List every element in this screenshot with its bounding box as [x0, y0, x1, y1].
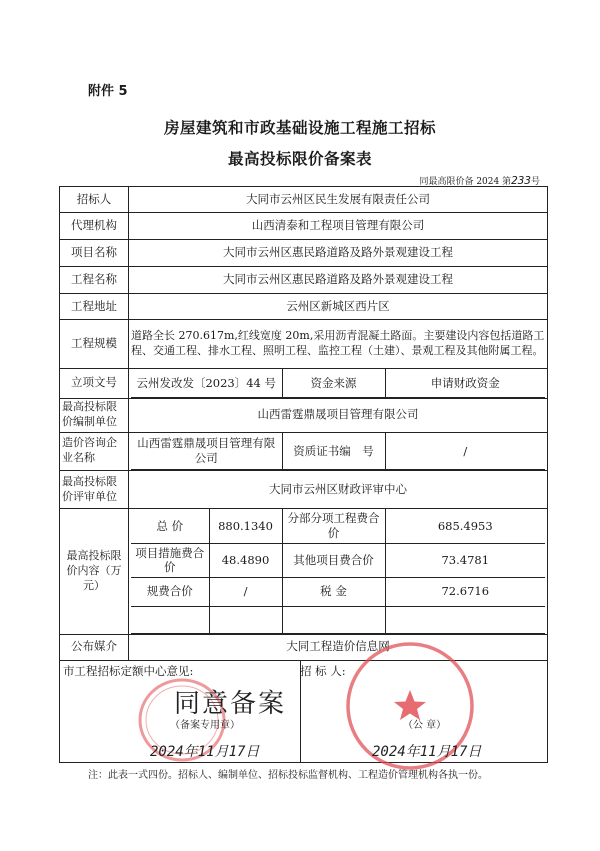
scale-value: 道路全长 270.617m,红线宽度 20m,采用沥青混凝土路面。主要建设内容包括道路工程、交通工程、排水工程、照明工程、监控工程（土建）、景观工程及其他附属工程。	[129, 320, 548, 369]
compiler-value: 山西雷霆鼎晟项目管理有限公司	[129, 398, 548, 432]
footnote: 注：此表一式四份。招标人、编制单位、招标投标监督机构、工程造价管理机构各执一份。	[88, 770, 488, 781]
approval-label: 市工程招标定额中心意见:	[63, 664, 194, 678]
empty-cell-4	[385, 606, 545, 633]
empty-cell-3	[282, 606, 385, 633]
tenderer-sign-label: 招 标 人:	[300, 664, 346, 678]
project-label: 项目名称	[60, 240, 129, 267]
approval-label: 立项文号	[60, 369, 129, 399]
attachment-label: 附件 5	[88, 84, 128, 99]
content-grid	[129, 509, 548, 635]
work-value: 大同市云州区惠民路道路及路外景观建设工程	[129, 267, 548, 294]
agency-label: 代理机构	[60, 213, 129, 240]
tenderer-stamp-note: （公 章）	[403, 720, 447, 731]
cert-value: /	[385, 433, 545, 470]
fee-label: 规费合价	[131, 577, 209, 606]
consult-row	[129, 432, 548, 471]
record-prefix: 同最高限价备 2024 第	[419, 177, 512, 187]
approval-handwriting: 同意备案	[174, 689, 287, 719]
total-value: 880.1340	[209, 509, 282, 543]
media-label: 公布媒介	[60, 634, 129, 660]
approval-stamp-note: （备案专用章）	[170, 720, 240, 731]
address-label: 工程地址	[60, 294, 129, 320]
consult-label: 造价咨询企业名称	[60, 432, 129, 471]
measure-value: 48.4890	[209, 543, 282, 577]
content-label: 最高投标限价内容（万元）	[60, 509, 129, 635]
project-value: 大同市云州区惠民路道路及路外景观建设工程	[129, 240, 548, 267]
title-line-2: 最高投标限价备案表	[227, 149, 372, 168]
reviewer-label: 最高投标限价评审单位	[60, 471, 129, 509]
empty-cell-1	[131, 606, 209, 633]
title-line-1: 房屋建筑和市政基础设施工程施工招标	[163, 118, 436, 137]
address-value: 云州区新城区西片区	[129, 294, 548, 320]
scale-label: 工程规模	[60, 320, 129, 369]
empty-cell-2	[209, 606, 282, 633]
approval-value: 云州发改发〔2023〕44 号	[131, 369, 282, 397]
other-label: 其他项目费合价	[282, 543, 385, 577]
other-value: 73.4781	[385, 543, 545, 577]
compiler-label: 最高投标限价编制单位	[60, 398, 129, 432]
record-suffix: 号	[530, 177, 540, 187]
total-label: 总 价	[131, 509, 209, 543]
tax-value: 72.6716	[385, 577, 545, 606]
measure-label: 项目措施费合价	[131, 543, 209, 577]
work-label: 工程名称	[60, 267, 129, 294]
fee-value: /	[209, 577, 282, 606]
part-value: 685.4953	[385, 509, 545, 543]
record-number: 233	[511, 174, 531, 187]
tenderer-value: 大同市云州区民生发展有限责任公司	[129, 187, 548, 213]
tax-label: 税 金	[282, 577, 385, 606]
agency-value: 山西清泰和工程项目管理有限公司	[129, 213, 548, 240]
approval-row	[129, 369, 548, 399]
cert-label: 资质证书编 号	[282, 433, 385, 470]
fund-label: 资金来源	[282, 369, 385, 397]
approval-date: 2024年11月17日	[150, 744, 260, 760]
media-value: 大同工程造价信息网	[129, 634, 548, 660]
fund-value: 申请财政资金	[385, 369, 545, 397]
consult-value: 山西雷霆鼎晟项目管理有限公司	[131, 433, 282, 470]
tenderer-date: 2024年11月17日	[372, 744, 482, 760]
tenderer-label: 招标人	[60, 187, 129, 213]
reviewer-value: 大同市云州区财政评审中心	[129, 471, 548, 509]
part-label: 分部分项工程费合价	[282, 509, 385, 543]
